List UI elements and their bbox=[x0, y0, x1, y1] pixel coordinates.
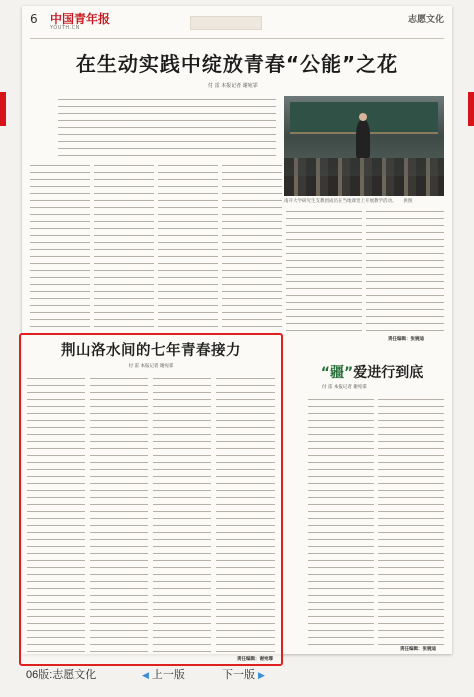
page-number: 6 bbox=[30, 12, 38, 26]
main-editor-note: 责任编辑：张婉迪 bbox=[388, 337, 424, 342]
side-byline: 付 雷 本报记者 谢宛霏 bbox=[322, 385, 367, 390]
student-row bbox=[284, 176, 444, 196]
article-byline: 付 雷 本报记者 谢宛霏 bbox=[128, 364, 174, 369]
current-section-label: 06版:志愿文化 bbox=[26, 669, 97, 681]
main-byline: 付 雷 本报记者 谢宛霏 bbox=[208, 83, 258, 89]
article-body bbox=[27, 375, 275, 654]
text-column bbox=[94, 162, 154, 332]
article-editor-note: 责任编辑：谢宛霏 bbox=[237, 657, 273, 662]
side-headline bbox=[302, 362, 442, 382]
red-side-tab bbox=[0, 92, 6, 126]
text-column bbox=[222, 162, 282, 332]
masthead bbox=[30, 10, 444, 36]
text-column bbox=[30, 162, 90, 332]
article-title[interactable]: 荆山洛水间的七年青春接力 bbox=[61, 343, 241, 359]
prev-page-link[interactable] bbox=[142, 666, 185, 682]
site-name: YOUTH.CN bbox=[50, 25, 80, 31]
side-headline-text: 爱进行到底 bbox=[353, 365, 424, 381]
next-page-link[interactable] bbox=[222, 666, 265, 682]
next-page-label: 下一版 bbox=[222, 669, 255, 681]
masthead-banner bbox=[190, 16, 262, 30]
text-column bbox=[286, 208, 362, 332]
newspaper-logo: 中国青年报 bbox=[50, 12, 111, 26]
highlighted-article[interactable] bbox=[19, 333, 283, 666]
text-column bbox=[153, 375, 211, 654]
classroom-photo bbox=[284, 96, 444, 196]
masthead-divider bbox=[30, 38, 444, 39]
text-column bbox=[158, 162, 218, 332]
red-side-tab bbox=[468, 92, 474, 126]
main-headline: 在生动实践中绽放青春“公能”之花 bbox=[75, 52, 399, 76]
text-column bbox=[90, 375, 148, 654]
text-column bbox=[27, 375, 85, 654]
page-navigation bbox=[22, 660, 452, 684]
side-editor-note: 责任编辑：张婉迪 bbox=[400, 647, 436, 652]
photo-caption: 南开大学研究生支教团成员在当地课堂上开展教学活动。 供图 bbox=[284, 199, 413, 204]
text-column bbox=[308, 396, 374, 646]
text-column bbox=[378, 396, 444, 646]
arrow-left-icon: ◀ bbox=[142, 670, 149, 680]
text-column bbox=[216, 375, 275, 654]
teacher-figure bbox=[356, 120, 370, 158]
intro-text-block bbox=[58, 96, 276, 156]
prev-page-label: 上一版 bbox=[151, 669, 185, 681]
section-label: 志愿文化 bbox=[407, 15, 444, 25]
side-headline-mark: “疆” bbox=[320, 365, 354, 381]
arrow-right-icon: ▶ bbox=[258, 670, 265, 680]
text-column bbox=[366, 208, 444, 332]
